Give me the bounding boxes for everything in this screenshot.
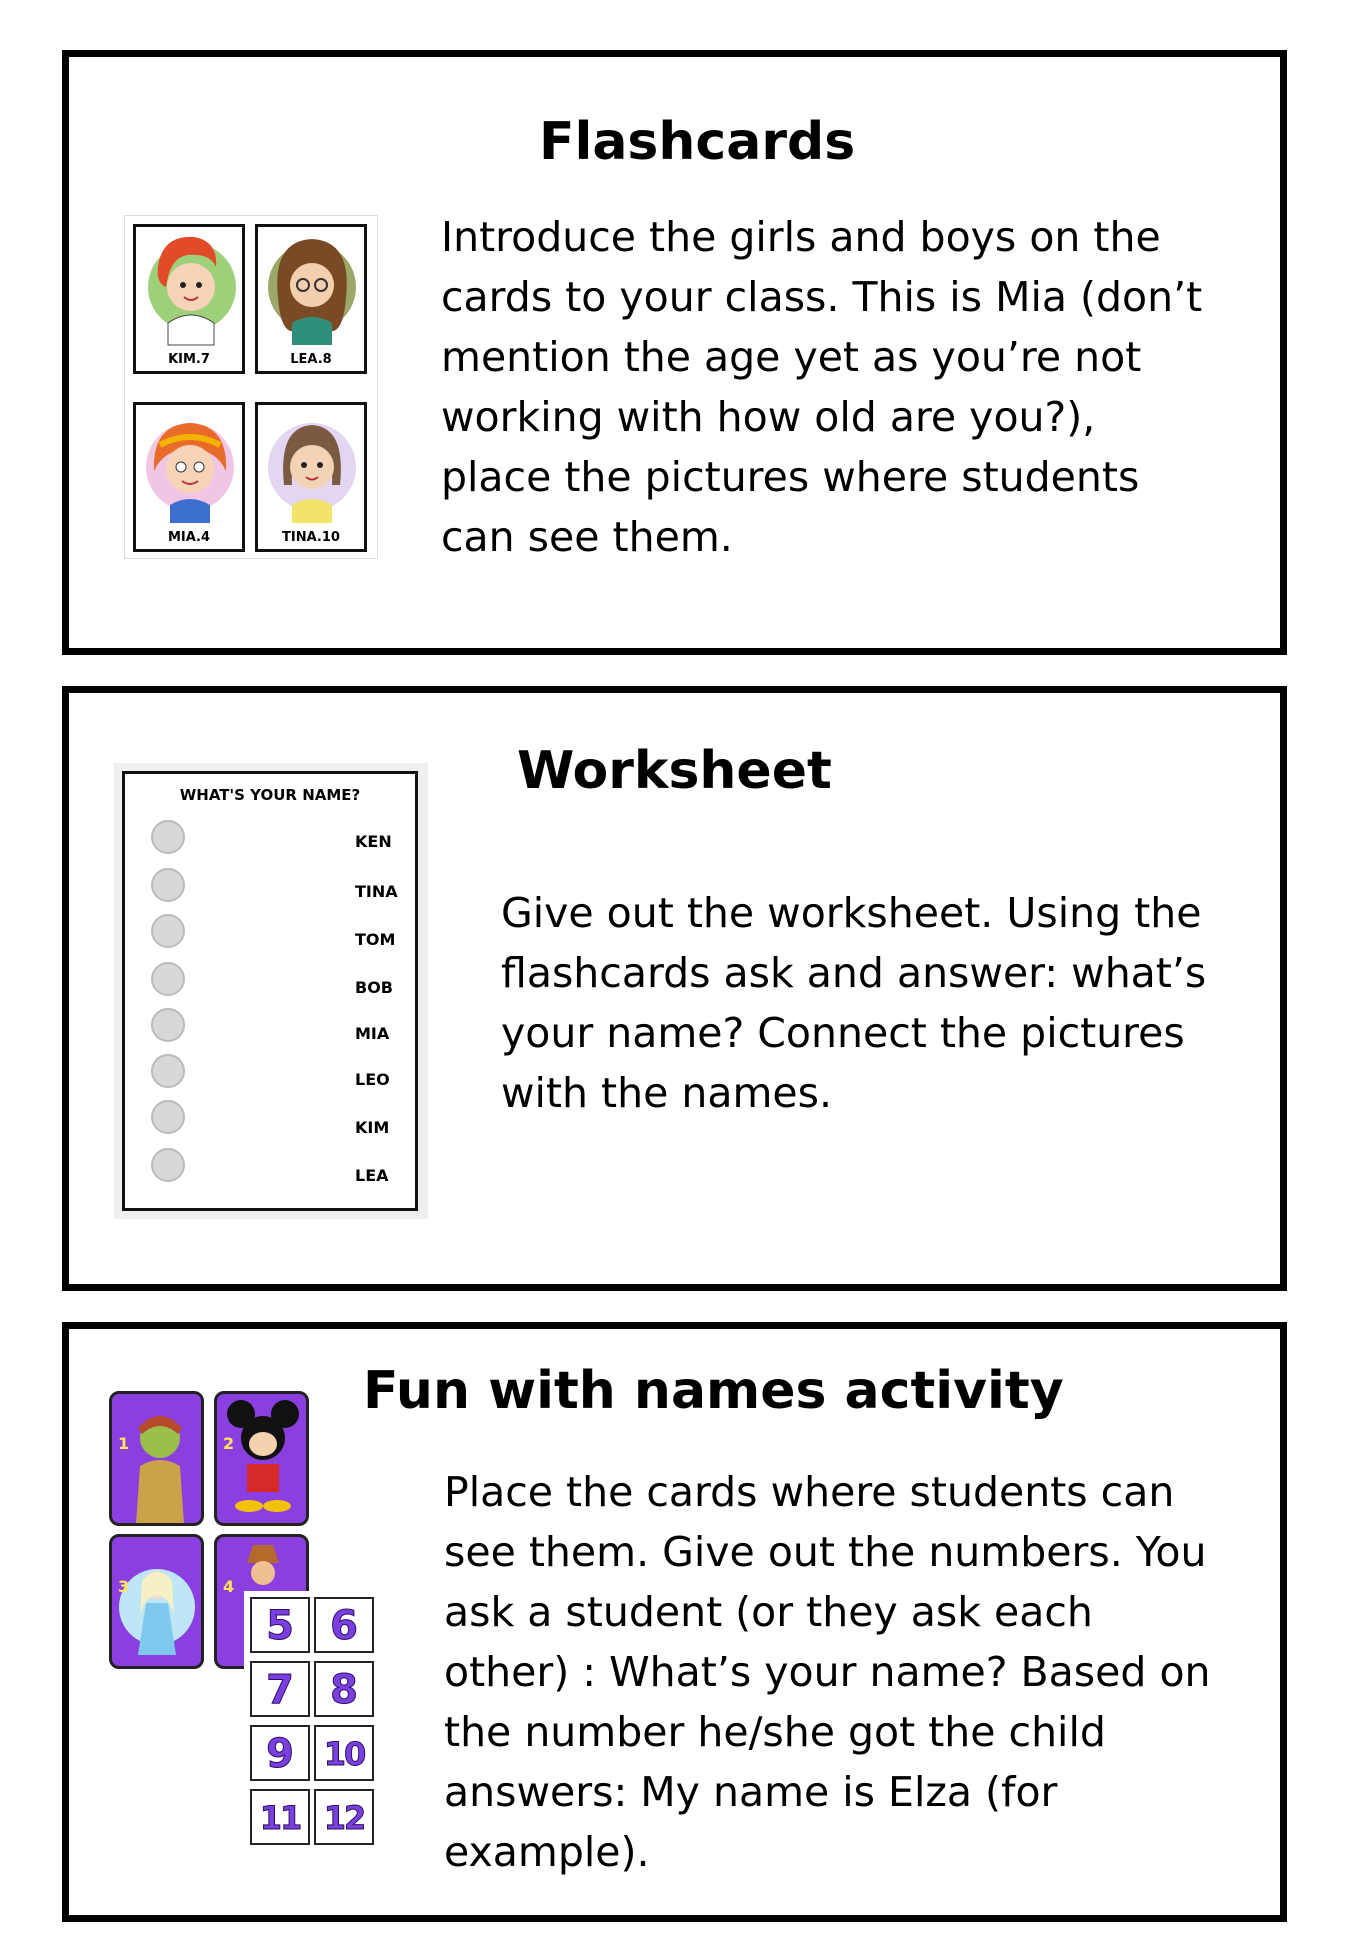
face-icon (151, 1054, 185, 1088)
text-line: working with how old are you?), (441, 393, 1096, 441)
worksheet-name: KIM (355, 1118, 390, 1137)
card-number: 4 (223, 1577, 235, 1596)
flashcard-tina (255, 402, 367, 552)
text-line: other) : What’s your name? Based on (444, 1648, 1211, 1696)
worksheet-instructions (501, 883, 1206, 1123)
text-line: Introduce the girls and boys on the (441, 213, 1161, 261)
number-card: 9 (250, 1725, 310, 1781)
number-card: 11 (250, 1789, 310, 1845)
flashcard-label: MIA.4 (167, 530, 211, 545)
face-icon (151, 820, 185, 854)
number-card: 5 (250, 1597, 310, 1653)
text-line: Place the cards where students can (444, 1468, 1175, 1516)
number-card: 6 (314, 1597, 374, 1653)
flashcard-label: LEA.8 (290, 352, 332, 367)
flashcard-mia (133, 402, 245, 552)
fun-names-panel (62, 1322, 1287, 1922)
face-icon (151, 962, 185, 996)
worksheet-heading: WHAT'S YOUR NAME? (179, 786, 361, 804)
number-card: 8 (314, 1661, 374, 1717)
worksheet-name: LEA (355, 1166, 389, 1185)
text-line: the number he/she got the child (444, 1708, 1106, 1756)
card-number: 1 (118, 1434, 130, 1453)
flashcard-label: TINA.10 (282, 530, 340, 545)
worksheet-name: LEO (355, 1070, 390, 1089)
text-line: mention the age yet as you’re not (441, 333, 1142, 381)
flashcard-kim (133, 224, 245, 374)
text-line: see them. Give out the numbers. You (444, 1528, 1207, 1576)
flashcards-title: Flashcards (539, 112, 856, 172)
text-line: example). (444, 1828, 650, 1876)
number-card: 7 (250, 1661, 310, 1717)
flashcards-panel (62, 50, 1287, 655)
worksheet-panel (62, 686, 1287, 1291)
worksheet-name: TINA (355, 882, 398, 901)
card-number: 2 (223, 1434, 235, 1453)
fun-names-instructions (444, 1462, 1211, 1882)
worksheet-name: MIA (355, 1024, 390, 1043)
card-number: 3 (118, 1577, 130, 1596)
face-icon (151, 1100, 185, 1134)
character-card-2 (214, 1391, 309, 1526)
worksheet-title: Worksheet (517, 741, 832, 801)
worksheet-sheet (122, 771, 418, 1211)
text-line: Give out the worksheet. Using the (501, 889, 1202, 937)
fun-names-title: Fun with names activity (363, 1361, 1064, 1421)
text-line: cards to your class. This is Mia (don’t (441, 273, 1203, 321)
text-line: place the pictures where students (441, 453, 1140, 501)
worksheet-name: KEN (355, 832, 392, 851)
face-icon (151, 1008, 185, 1042)
text-line: can see them. (441, 513, 733, 561)
text-line: flashcards ask and answer: what’s (501, 949, 1207, 997)
face-icon (151, 914, 185, 948)
character-card-1 (109, 1391, 204, 1526)
number-cards-image (244, 1591, 376, 1853)
flashcard-label: KIM.7 (168, 352, 210, 367)
worksheet-name: BOB (355, 978, 393, 997)
text-line: your name? Connect the pictures (501, 1009, 1185, 1057)
number-card: 10 (314, 1725, 374, 1781)
flashcards-instructions (441, 207, 1202, 567)
character-card-3 (109, 1534, 204, 1669)
face-icon (151, 868, 185, 902)
worksheet-image (114, 763, 428, 1219)
text-line: with the names. (501, 1069, 833, 1117)
flashcards-image (124, 215, 378, 559)
flashcard-lea (255, 224, 367, 374)
face-icon (151, 1148, 185, 1182)
text-line: answers: My name is Elza (for (444, 1768, 1058, 1816)
text-line: ask a student (or they ask each (444, 1588, 1093, 1636)
worksheet-name: TOM (355, 930, 396, 949)
number-card: 12 (314, 1789, 374, 1845)
